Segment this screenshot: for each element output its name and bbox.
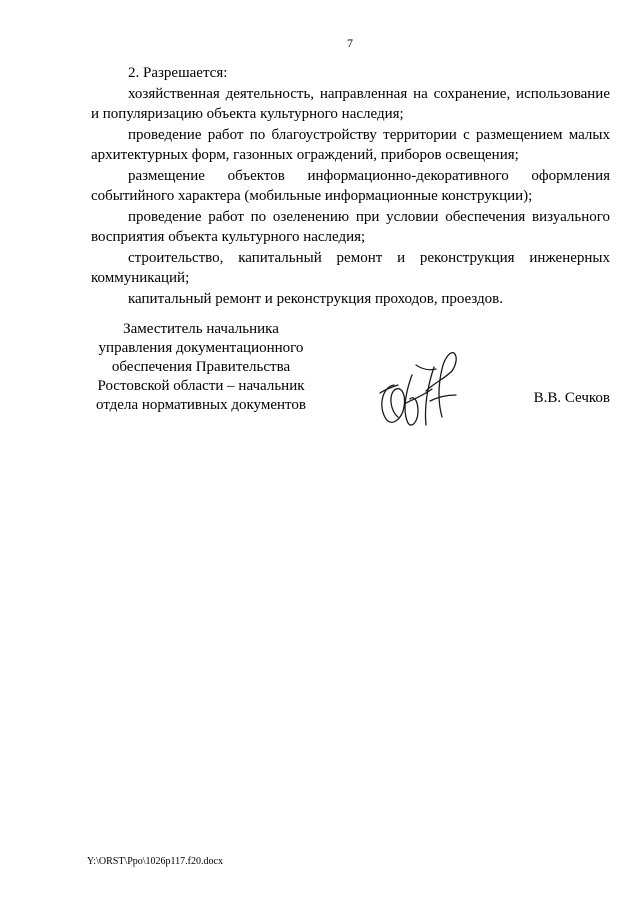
section-heading: 2. Разрешается: — [128, 65, 228, 81]
list-item: размещение объектов информационно-декоративного оформления событийного характера (мобильные информационные конструкции); — [91, 167, 610, 204]
list-item: капитальный ремонт и реконструкция проходов, проездов. — [128, 290, 504, 307]
list-item: проведение работ по озеленению при условии обеспечения визуального восприятия объекта культурного наследия; — [91, 208, 610, 245]
list-item: строительство, капитальный ремонт и реконструкция инженерных коммуникаций; — [91, 249, 610, 286]
handwritten-signature — [372, 345, 467, 435]
list-item: проведение работ по благоустройству территории с размещением малых архитектурных форм, газонных ограждений, приборов освещения; — [91, 126, 610, 163]
position-line: Заместитель начальника — [123, 321, 279, 337]
document-body — [91, 63, 610, 309]
signatory-position — [83, 320, 319, 415]
position-line: отдела нормативных документов — [96, 397, 306, 413]
position-line: обеспечения Правительства — [111, 359, 291, 375]
list-item: хозяйственная деятельность, направленная на сохранение, использование и популяризацию объекта культурного наследия; — [91, 85, 610, 122]
position-line: управления документационного — [98, 340, 304, 356]
position-line: Ростовской области – начальник — [97, 378, 305, 394]
page-number: 7 — [347, 36, 353, 50]
signatory-name: В.В. Сечков — [533, 390, 610, 406]
file-path: Y:\ORST\Ppo\1026p117.f20.docx — [87, 856, 223, 867]
